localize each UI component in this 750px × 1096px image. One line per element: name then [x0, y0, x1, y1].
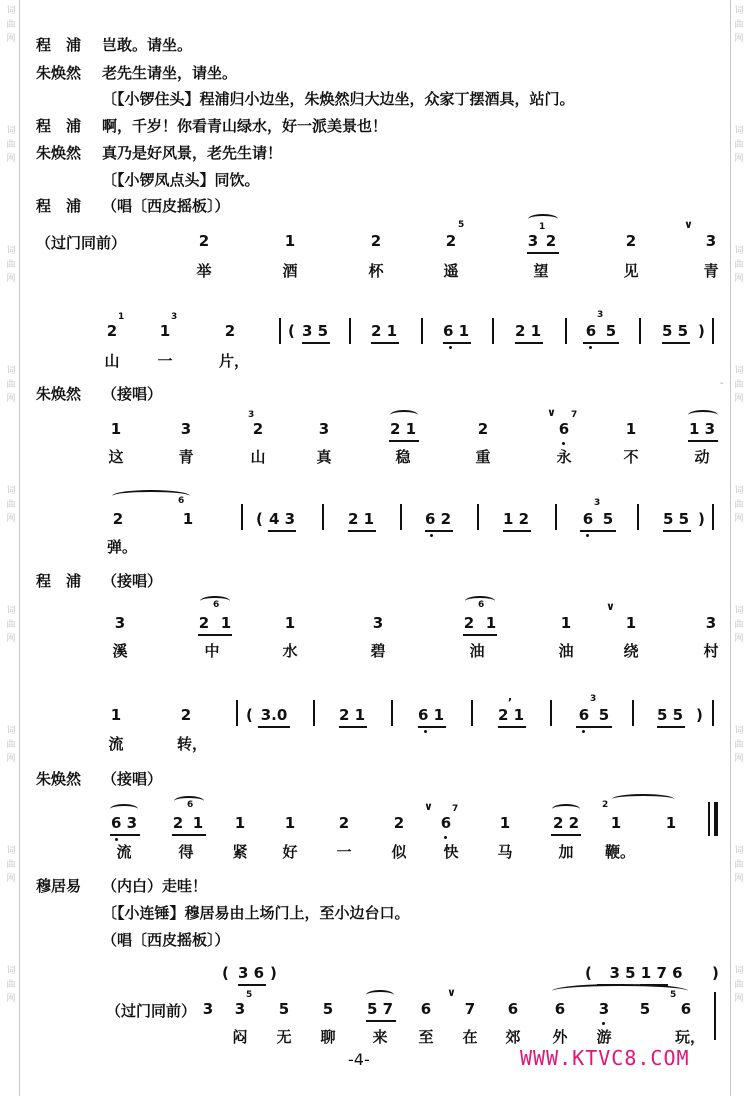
paren-close: ) — [270, 964, 277, 982]
jianpu-note: 6 1 — [442, 322, 470, 340]
lyric-char: 山 — [104, 352, 120, 370]
lyric-char: 紧 — [232, 843, 248, 861]
watermark-glyph: 词 — [734, 486, 744, 496]
jianpu-note: 2 — [338, 814, 350, 832]
paren-close: ) — [698, 510, 705, 528]
jianpu-note: 3 5 — [301, 322, 329, 340]
lyric-char: 至 — [418, 1028, 434, 1046]
watermark-glyph: 曲 — [6, 380, 16, 390]
lyric-char: 鞭。 — [604, 843, 636, 861]
lyric-char: 望 — [533, 262, 549, 280]
lyric-char: 油 — [558, 642, 574, 660]
watermark-glyph: 词 — [6, 126, 16, 136]
paren-close: ) — [696, 706, 703, 724]
watermark-glyph: 网 — [6, 34, 16, 44]
jianpu-note: 3 — [705, 232, 717, 250]
grace-group: 3 6 — [237, 964, 265, 982]
lyric-char: 流 — [108, 735, 124, 753]
watermark-glyph: 曲 — [6, 140, 16, 150]
line-text: 〔【小锣住头】程浦归小边坐，朱焕然归大边坐，众家丁摆酒具，站门。 — [102, 90, 575, 108]
watermark-glyph: 曲 — [734, 620, 744, 630]
site-watermark: WWW.KTVC8.COM — [520, 1046, 690, 1070]
watermark-glyph: 词 — [734, 846, 744, 856]
jianpu-note: 6 — [440, 814, 452, 832]
watermark-glyph: 曲 — [6, 20, 16, 30]
paren-open: ( — [222, 964, 229, 982]
jianpu-note: 1 — [192, 814, 204, 832]
speaker-name: 程 浦 — [36, 572, 82, 590]
watermark-glyph: 词 — [6, 6, 16, 16]
watermark-glyph: 网 — [734, 994, 744, 1004]
lyric-char: 绕 — [623, 642, 639, 660]
jianpu-note: 6 — [585, 322, 597, 340]
jianpu-note: 2 — [198, 614, 210, 632]
jianpu-note: 2 1 — [389, 420, 417, 438]
watermark-glyph: 网 — [6, 154, 16, 164]
jianpu-note: 5 — [278, 1000, 290, 1018]
lyric-char: 片， — [218, 352, 250, 370]
jianpu-note: 2 — [545, 232, 557, 250]
paren-close: ) — [712, 964, 719, 982]
watermark-glyph: 网 — [734, 874, 744, 884]
watermark-glyph: 词 — [734, 6, 744, 16]
lyric-char: 举 — [196, 262, 212, 280]
watermark-glyph: 词 — [734, 126, 744, 136]
jianpu-note: 2 — [370, 232, 382, 250]
jianpu-note: 1 2 — [502, 510, 530, 528]
jianpu-note: 1 — [560, 614, 572, 632]
line-text: 〔【小连锤】穆居易由上场门上，至小边台口。 — [102, 904, 410, 922]
watermark-glyph: 词 — [6, 366, 16, 376]
lyric-char: 山 — [250, 448, 266, 466]
jianpu-note: 5 — [639, 1000, 651, 1018]
watermark-glyph: 词 — [734, 726, 744, 736]
lyric-char: 在 — [462, 1028, 478, 1046]
lyric-char: 来 — [372, 1028, 388, 1046]
jianpu-note: 3 — [705, 614, 717, 632]
lyric-char: 杯 — [368, 262, 384, 280]
jianpu-note: 1 — [284, 814, 296, 832]
jianpu-note: 2 1 — [514, 322, 542, 340]
jianpu-note: 6 — [507, 1000, 519, 1018]
jianpu-note: 2 — [393, 814, 405, 832]
watermark-glyph: 网 — [734, 514, 744, 524]
watermark-glyph: 词 — [6, 606, 16, 616]
lyric-char: 稳 — [395, 448, 411, 466]
lyric-char: 流 — [116, 843, 132, 861]
lyric-char: 动 — [694, 448, 710, 466]
jianpu-note: 5 — [602, 510, 614, 528]
watermark-glyph: 网 — [6, 274, 16, 284]
jianpu-note: 5 — [598, 706, 610, 724]
speaker-name: 朱焕然 — [36, 64, 82, 82]
lyric-char: 重 — [475, 448, 491, 466]
lyric-char: 无 — [276, 1028, 292, 1046]
watermark-glyph: 词 — [6, 486, 16, 496]
line-text: （唱〔西皮摇板〕） — [102, 197, 230, 215]
jianpu-note: 6 2 — [424, 510, 452, 528]
jianpu-note: 1 — [610, 814, 622, 832]
watermark-glyph: 曲 — [6, 860, 16, 870]
jianpu-note: 1 — [625, 420, 637, 438]
grace-note: 3 — [248, 410, 255, 420]
lyric-char: 得 — [178, 843, 194, 861]
jianpu-note: 2 — [463, 614, 475, 632]
line-text: （接唱） — [102, 385, 163, 403]
watermark-glyph: 网 — [734, 154, 744, 164]
watermark-glyph: 曲 — [734, 20, 744, 30]
grace-note: 7 — [452, 804, 459, 814]
jianpu-note: 5 5 — [656, 706, 684, 724]
lyric-char: 聊 — [320, 1028, 336, 1046]
jianpu-note: 5 — [605, 322, 617, 340]
watermark-glyph: 曲 — [6, 620, 16, 630]
watermark-glyph: 网 — [6, 394, 16, 404]
breath-mark: ∨ — [447, 986, 456, 999]
lyric-char: 郊 — [505, 1028, 521, 1046]
jianpu-note: 1 — [284, 614, 296, 632]
jianpu-note: 6 1 — [417, 706, 445, 724]
breath-mark: ∨ — [547, 406, 556, 419]
jianpu-note: 3 — [372, 614, 384, 632]
jianpu-note: 5 7 — [366, 1000, 394, 1018]
watermark-glyph: 网 — [734, 34, 744, 44]
watermark-glyph: 曲 — [734, 860, 744, 870]
lyric-char: 马 — [497, 843, 513, 861]
watermark-glyph: 曲 — [734, 140, 744, 150]
lyric-char: 这 — [108, 448, 124, 466]
jianpu-note: 5 5 — [662, 510, 690, 528]
lyric-char: 青 — [178, 448, 194, 466]
paren-open: ( — [246, 706, 253, 724]
grace-group: 3 5 1 7 6 — [609, 964, 683, 982]
lyric-char: 游 — [596, 1028, 612, 1046]
jianpu-note: 2 — [625, 232, 637, 250]
paren-close: ) — [698, 322, 705, 340]
watermark-glyph: 曲 — [734, 260, 744, 270]
jianpu-note: 3 — [318, 420, 330, 438]
grace-note: 3 — [171, 312, 178, 322]
jianpu-note: 2 1 — [497, 706, 525, 724]
line-text: （内白）走哇！ — [102, 877, 208, 895]
speaker-name: 朱焕然 — [36, 385, 82, 403]
jianpu-note: 2 1 — [370, 322, 398, 340]
jianpu-note: 1 — [159, 322, 171, 340]
prelude-label: （过门同前） — [106, 1002, 197, 1020]
grace-note: 6 — [213, 600, 220, 610]
grace-note: 6 — [178, 496, 185, 506]
lyric-char: 青 — [703, 262, 719, 280]
margin-tick: - — [720, 378, 724, 389]
jianpu-note: 7 — [464, 1000, 476, 1018]
jianpu-note: 1 — [284, 232, 296, 250]
watermark-glyph: 词 — [6, 966, 16, 976]
jianpu-note: 3 — [202, 1000, 214, 1018]
jianpu-note: 2 — [445, 232, 457, 250]
jianpu-note: 1 — [485, 614, 497, 632]
watermark-glyph: 曲 — [6, 980, 16, 990]
watermark-glyph: 词 — [734, 966, 744, 976]
jianpu-note: 2 — [112, 510, 124, 528]
breath-mark: ∨ — [684, 218, 693, 231]
grace-note: 3 — [590, 694, 597, 704]
jianpu-note: 1 3 — [688, 420, 716, 438]
speaker-name: 朱焕然 — [36, 770, 82, 788]
jianpu-note: 1 — [625, 614, 637, 632]
speaker-name: 朱焕然 — [36, 144, 82, 162]
grace-note: 1 — [118, 312, 125, 322]
paren-open: ( — [256, 510, 263, 528]
watermark-glyph: 网 — [6, 634, 16, 644]
watermark-glyph: 词 — [6, 246, 16, 256]
watermark-glyph: 曲 — [734, 980, 744, 990]
grace-note: 2 — [602, 800, 609, 810]
jianpu-note: 3 — [527, 232, 539, 250]
comma-mark: , — [508, 690, 513, 703]
jianpu-note: 2 2 — [552, 814, 580, 832]
lyric-char: 外 — [552, 1028, 568, 1046]
breath-mark: ∨ — [606, 600, 615, 613]
jianpu-note: 2 — [224, 322, 236, 340]
jianpu-note: 1 — [110, 706, 122, 724]
lyric-char: 油 — [469, 642, 485, 660]
lyric-char: 快 — [443, 843, 459, 861]
jianpu-note: 6 — [558, 420, 570, 438]
page-number: -4- — [348, 1050, 370, 1069]
grace-note: 3 — [594, 498, 601, 508]
watermark-glyph: 词 — [734, 606, 744, 616]
watermark-glyph: 网 — [734, 754, 744, 764]
lyric-char: 似 — [391, 843, 407, 861]
watermark-glyph: 曲 — [6, 500, 16, 510]
line-text: （接唱） — [102, 572, 163, 590]
jianpu-note: 6 — [554, 1000, 566, 1018]
jianpu-note: 6 — [680, 1000, 692, 1018]
jianpu-note: 6 — [420, 1000, 432, 1018]
jianpu-note: 2 — [477, 420, 489, 438]
lyric-char: 闷 — [232, 1028, 248, 1046]
lyric-char: 溪 — [112, 642, 128, 660]
grace-note: 6 — [187, 800, 194, 810]
line-text: 老先生请坐，请坐。 — [102, 64, 238, 82]
lyric-char: 中 — [204, 642, 220, 660]
lyric-char: 遥 — [443, 262, 459, 280]
speaker-name: 程 浦 — [36, 197, 82, 215]
watermark-glyph: 曲 — [734, 500, 744, 510]
watermark-glyph: 网 — [6, 994, 16, 1004]
watermark-glyph: 网 — [6, 754, 16, 764]
lyric-char: 村 — [703, 642, 719, 660]
jianpu-note: 6 — [582, 510, 594, 528]
speaker-name: 穆居易 — [36, 877, 82, 895]
lyric-char: 酒 — [282, 262, 298, 280]
speaker-name: 程 浦 — [36, 36, 82, 54]
lyric-char: 转， — [176, 735, 208, 753]
jianpu-note: 3 — [234, 1000, 246, 1018]
lyric-char: 一 — [336, 843, 352, 861]
line-text: 〔【小锣凤点头】同饮。 — [102, 171, 260, 189]
jianpu-note: 2 1 — [338, 706, 366, 724]
grace-note: 5 — [246, 990, 253, 1000]
prelude-label: （过门同前） — [36, 234, 127, 252]
watermark-glyph: 曲 — [734, 740, 744, 750]
lyric-char: 永 — [556, 448, 572, 466]
jianpu-note: 3 — [114, 614, 126, 632]
jianpu-note: 4 3 — [268, 510, 296, 528]
jianpu-note: 3 — [598, 1000, 610, 1018]
watermark-glyph: 网 — [734, 634, 744, 644]
lyric-char: 不 — [623, 448, 639, 466]
jianpu-note: 1 — [665, 814, 677, 832]
jianpu-note: 2 1 — [347, 510, 375, 528]
watermark-glyph: 网 — [734, 394, 744, 404]
jianpu-note: 1 — [499, 814, 511, 832]
lyric-char: 加 — [558, 843, 574, 861]
lyric-char: 真 — [316, 448, 332, 466]
jianpu-note: 5 — [322, 1000, 334, 1018]
paren-open: ( — [288, 322, 295, 340]
jianpu-note: 5 5 — [661, 322, 689, 340]
lyric-char: 水 — [282, 642, 298, 660]
line-text: （唱〔西皮摇板〕） — [102, 931, 230, 949]
jianpu-note: 1 — [220, 614, 232, 632]
line-text: 啊，千岁！你看青山绿水，好一派美景也！ — [102, 117, 388, 135]
jianpu-note: 1 — [182, 510, 194, 528]
watermark-glyph: 曲 — [6, 740, 16, 750]
breath-mark: ∨ — [424, 800, 433, 813]
grace-note: 7 — [571, 410, 578, 420]
grace-note: 5 — [670, 990, 677, 1000]
jianpu-note: 2 — [172, 814, 184, 832]
grace-note: 1 — [539, 222, 546, 232]
watermark-glyph: 词 — [734, 366, 744, 376]
speaker-name: 程 浦 — [36, 117, 82, 135]
jianpu-note: 1 — [110, 420, 122, 438]
jianpu-note: 1 — [234, 814, 246, 832]
line-text: 岂敢。请坐。 — [102, 36, 193, 54]
jianpu-note: 6 3 — [110, 814, 138, 832]
lyric-char: 好 — [282, 843, 298, 861]
lyric-char: 弹。 — [106, 538, 138, 556]
watermark-glyph: 网 — [6, 514, 16, 524]
jianpu-note: 2 — [106, 322, 118, 340]
jianpu-note: 3.0 — [260, 706, 288, 724]
lyric-char: 玩， — [674, 1028, 706, 1046]
jianpu-note: 3 — [180, 420, 192, 438]
lyric-char: 碧 — [370, 642, 386, 660]
watermark-glyph: 曲 — [734, 380, 744, 390]
line-text: （接唱） — [102, 770, 163, 788]
jianpu-note: 6 — [578, 706, 590, 724]
jianpu-note: 2 — [252, 420, 264, 438]
watermark-glyph: 网 — [734, 274, 744, 284]
grace-note: 6 — [478, 600, 485, 610]
paren-open: ( — [585, 964, 592, 982]
jianpu-note: 2 — [198, 232, 210, 250]
grace-note: 5 — [458, 220, 465, 230]
jianpu-note: 2 — [180, 706, 192, 724]
watermark-glyph: 词 — [6, 726, 16, 736]
lyric-char: 一 — [157, 352, 173, 370]
watermark-glyph: 网 — [6, 874, 16, 884]
watermark-glyph: 词 — [734, 246, 744, 256]
lyric-char: 见 — [623, 262, 639, 280]
watermark-glyph: 词 — [6, 846, 16, 856]
line-text: 真乃是好风景，老先生请！ — [102, 144, 283, 162]
watermark-glyph: 曲 — [6, 260, 16, 270]
grace-note: 3 — [597, 310, 604, 320]
